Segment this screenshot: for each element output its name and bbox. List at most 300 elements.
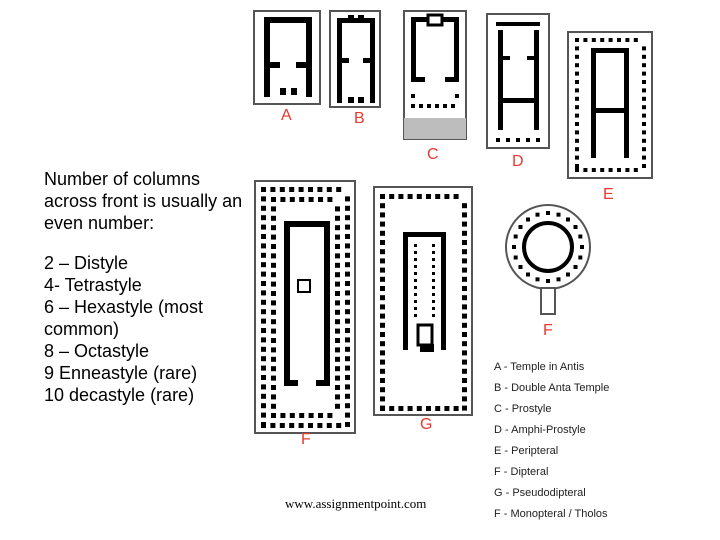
column-dot (414, 272, 417, 275)
column-dot (327, 423, 332, 428)
column-dot (642, 55, 646, 59)
column-dot (261, 262, 266, 267)
column-dot (634, 168, 638, 172)
column-dot (592, 168, 596, 172)
legend-entry: A - Temple in Antis (494, 361, 585, 373)
column-dot (380, 406, 385, 411)
column-dot (575, 139, 579, 143)
column-dot (336, 187, 341, 192)
column-dot (642, 88, 646, 92)
column-dot (380, 203, 385, 208)
column-dot (414, 258, 417, 261)
plan-e-peripteral (568, 32, 652, 178)
column-dot (380, 323, 385, 328)
column-dot (345, 403, 350, 408)
column-dot (462, 240, 467, 245)
column-dot (380, 194, 385, 199)
column-dot (462, 203, 467, 208)
plan-f-dipteral (255, 181, 355, 433)
column-dot (345, 300, 350, 305)
column-dot (432, 307, 435, 310)
column-dot (335, 385, 340, 390)
plan-legend (494, 357, 609, 525)
column-dot (345, 234, 350, 239)
column-dot (280, 197, 285, 202)
column-dot (566, 273, 570, 277)
column-dot (462, 350, 467, 355)
column-dot (318, 197, 323, 202)
plan-label-f-dipteral: F (301, 431, 311, 448)
column-dot (642, 139, 646, 143)
column-dot (546, 279, 550, 283)
column-dot (271, 263, 276, 268)
column-dot (408, 406, 413, 411)
column-dot (432, 300, 435, 303)
column-dot (271, 385, 276, 390)
column-dot (432, 258, 435, 261)
column-dot (575, 168, 579, 172)
column-dot (642, 164, 646, 168)
column-dot (271, 282, 276, 287)
column-dot (335, 291, 340, 296)
plan-label-a: A (281, 107, 292, 124)
column-dot (380, 240, 385, 245)
column-dot (583, 38, 587, 42)
column-dot (261, 347, 266, 352)
column-dot (271, 253, 276, 258)
column-dot (575, 156, 579, 160)
column-dot (335, 253, 340, 258)
column-dot (335, 310, 340, 315)
column-dot (345, 366, 350, 371)
column-dot (414, 244, 417, 247)
column-dot (417, 406, 422, 411)
column-dot (345, 243, 350, 248)
column-dot (290, 197, 295, 202)
column-dot (261, 403, 266, 408)
column-dot (432, 314, 435, 317)
column-dot (557, 213, 561, 217)
column-dot (398, 406, 403, 411)
column-dot (271, 394, 276, 399)
column-dot (518, 265, 522, 269)
column-dot (625, 168, 629, 172)
column-dot (380, 332, 385, 337)
column-dot (574, 265, 578, 269)
column-dot (575, 72, 579, 76)
column-dot (380, 369, 385, 374)
column-dot (642, 105, 646, 109)
column-dot (317, 423, 322, 428)
plan-a-temple-in-antis (254, 11, 320, 104)
column-dot (557, 277, 561, 281)
intro-text: Number of columns across front is usually an even number: (44, 169, 243, 233)
column-dot (444, 194, 449, 199)
column-dot (389, 406, 394, 411)
column-dot (345, 206, 350, 211)
column-dot (271, 347, 276, 352)
column-dot (271, 235, 276, 240)
column-dot (261, 243, 266, 248)
column-dot (261, 309, 266, 314)
column-dot (271, 300, 276, 305)
column-dot (462, 258, 467, 263)
column-dot (575, 63, 579, 67)
column-dot (327, 187, 332, 192)
column-dot (575, 164, 579, 168)
plan-c-prostyle (404, 11, 466, 139)
column-dot (280, 413, 285, 418)
column-dot (261, 328, 266, 333)
column-dot (426, 194, 431, 199)
column-dot (575, 147, 579, 151)
column-dot (380, 222, 385, 227)
column-dot (462, 341, 467, 346)
column-dot (462, 332, 467, 337)
column-dot (271, 376, 276, 381)
column-dot (642, 72, 646, 76)
column-dot (335, 366, 340, 371)
column-dot (432, 272, 435, 275)
column-dot (299, 413, 304, 418)
column-dot (432, 251, 435, 254)
column-dot (535, 277, 539, 281)
column-dot (261, 225, 266, 230)
column-dot (271, 357, 276, 362)
column-dot (280, 423, 285, 428)
column-dot (526, 217, 530, 221)
column-dot (271, 319, 276, 324)
column-dot (642, 80, 646, 84)
column-dot (345, 272, 350, 277)
column-dot (335, 235, 340, 240)
column-dot (335, 263, 340, 268)
column-dot (462, 406, 467, 411)
column-dot (380, 396, 385, 401)
plan-f-tholos (506, 205, 590, 314)
column-dot (345, 290, 350, 295)
column-dot (566, 217, 570, 221)
list-item: 2 – Distyle (44, 253, 129, 273)
column-dot (261, 375, 266, 380)
column-dot (345, 422, 350, 427)
column-dot (642, 156, 646, 160)
column-dot (600, 38, 604, 42)
column-dot (380, 268, 385, 273)
column-dot (426, 406, 431, 411)
column-dot (261, 337, 266, 342)
column-dot (345, 356, 350, 361)
plan-label-d: D (512, 153, 524, 170)
plan-label-e: E (603, 186, 614, 203)
column-dot (270, 423, 275, 428)
column-dot (462, 268, 467, 273)
column-dot (345, 375, 350, 380)
column-dot (309, 413, 314, 418)
column-dot (432, 279, 435, 282)
column-dot (414, 279, 417, 282)
column-dot (380, 212, 385, 217)
column-dot (271, 310, 276, 315)
column-dot (261, 253, 266, 258)
column-dot (634, 38, 638, 42)
column-dot (578, 256, 582, 260)
column-dot (261, 319, 266, 324)
column-dot (414, 307, 417, 310)
column-dot (642, 63, 646, 67)
column-dot (642, 130, 646, 134)
column-dot (462, 286, 467, 291)
column-dot (462, 212, 467, 217)
column-dot (432, 265, 435, 268)
column-dot (642, 46, 646, 50)
column-dot (345, 337, 350, 342)
column-dot (575, 105, 579, 109)
legend-entry: F - Dipteral (494, 466, 549, 478)
list-item: 6 – Hexastyle (most common) (44, 297, 204, 339)
column-dot (335, 272, 340, 277)
column-dot (345, 328, 350, 333)
column-dot (617, 168, 621, 172)
column-dot (261, 234, 266, 239)
column-dot (261, 384, 266, 389)
legend-entry: G - Pseudodipteral (494, 487, 586, 499)
column-dot (398, 194, 403, 199)
column-dot (414, 293, 417, 296)
column-dot (518, 225, 522, 229)
plan-b-double-anta (330, 11, 380, 107)
column-dot (261, 366, 266, 371)
column-dot (462, 249, 467, 254)
column-dot (380, 341, 385, 346)
column-dot (575, 55, 579, 59)
legend-entry: F - Monopteral / Tholos (494, 508, 608, 520)
column-dot (389, 194, 394, 199)
column-dot (609, 38, 613, 42)
column-dot (309, 197, 314, 202)
source-credit: www.assignmentpoint.com (285, 496, 427, 511)
column-dot (575, 130, 579, 134)
column-dot (261, 196, 266, 201)
column-dot (575, 97, 579, 101)
column-dot (432, 286, 435, 289)
column-dot (271, 216, 276, 221)
column-dot (261, 215, 266, 220)
column-dot (642, 122, 646, 126)
column-dot (380, 277, 385, 282)
column-dot (408, 194, 413, 199)
column-dot (462, 387, 467, 392)
column-dot (380, 378, 385, 383)
column-dot (318, 413, 323, 418)
column-dot (308, 423, 313, 428)
column-dot (261, 356, 266, 361)
column-dot (462, 295, 467, 300)
column-dot (462, 360, 467, 365)
column-dot (261, 394, 266, 399)
column-count-description (44, 168, 244, 406)
column-dot (414, 265, 417, 268)
column-dot (345, 225, 350, 230)
column-dot (335, 225, 340, 230)
column-dot (575, 80, 579, 84)
column-dot (512, 245, 516, 249)
column-dot (335, 300, 340, 305)
column-dot (462, 231, 467, 236)
column-dot (380, 314, 385, 319)
column-dot (271, 338, 276, 343)
column-dot (335, 347, 340, 352)
column-dot (625, 38, 629, 42)
column-dot (261, 422, 266, 427)
column-dot (261, 290, 266, 295)
column-dot (327, 413, 332, 418)
column-dot (336, 423, 341, 428)
column-dot (414, 286, 417, 289)
column-dot (583, 168, 587, 172)
column-dot (271, 272, 276, 277)
column-dot (454, 406, 459, 411)
column-dot (271, 413, 276, 418)
column-dot (335, 216, 340, 221)
column-dot (575, 38, 579, 42)
column-dot (578, 234, 582, 238)
plan-label-b: B (354, 110, 365, 127)
column-dot (308, 187, 313, 192)
plan-label-c: C (427, 146, 439, 163)
column-dot (327, 197, 332, 202)
column-dot (289, 187, 294, 192)
column-dot (345, 281, 350, 286)
column-dot (299, 197, 304, 202)
plan-g-pseudodipteral (374, 187, 472, 415)
column-dot (592, 38, 596, 42)
column-dot (345, 215, 350, 220)
column-dot (335, 329, 340, 334)
column-dot (444, 406, 449, 411)
column-dot (345, 253, 350, 258)
column-dot (271, 244, 276, 249)
column-dot (380, 360, 385, 365)
column-dot (335, 357, 340, 362)
column-dot (270, 187, 275, 192)
column-dot (335, 206, 340, 211)
column-dot (575, 122, 579, 126)
column-dot (526, 273, 530, 277)
column-dot (432, 244, 435, 247)
column-dot (414, 251, 417, 254)
column-dot (380, 286, 385, 291)
column-dot (271, 404, 276, 409)
column-dot (345, 413, 350, 418)
legend-entry: B - Double Anta Temple (494, 382, 610, 394)
column-dot (299, 187, 304, 192)
column-dot (271, 329, 276, 334)
column-dot (380, 387, 385, 392)
column-dot (535, 213, 539, 217)
column-dot (575, 114, 579, 118)
column-dot (271, 291, 276, 296)
column-dot (432, 293, 435, 296)
column-dot (575, 88, 579, 92)
column-dot (580, 245, 584, 249)
column-dot (380, 249, 385, 254)
column-dot (261, 206, 266, 211)
list-item: 4- Tetrastyle (44, 275, 142, 295)
column-dot (514, 256, 518, 260)
column-dot (261, 281, 266, 286)
list-item: 9 Enneastyle (rare) (44, 363, 198, 383)
column-dot (380, 350, 385, 355)
column-dot (454, 194, 459, 199)
column-dot (514, 234, 518, 238)
column-dot (271, 206, 276, 211)
column-dot (271, 225, 276, 230)
column-dot (280, 187, 285, 192)
column-dot (462, 304, 467, 309)
column-dot (462, 277, 467, 282)
plan-label-g: G (420, 416, 433, 433)
column-dot (317, 187, 322, 192)
plan-label-f-tholos: F (543, 322, 553, 339)
column-dot (462, 369, 467, 374)
column-dot (335, 376, 340, 381)
column-dot (261, 413, 266, 418)
column-dot (345, 309, 350, 314)
column-dot (289, 423, 294, 428)
list-item: 10 decastyle (rare) (44, 385, 195, 405)
column-dot (462, 378, 467, 383)
column-dot (380, 295, 385, 300)
legend-entry: C - Prostyle (494, 403, 552, 415)
column-dot (600, 168, 604, 172)
column-dot (290, 413, 295, 418)
column-dot (335, 244, 340, 249)
column-dot (435, 194, 440, 199)
column-dot (345, 384, 350, 389)
column-dot (380, 231, 385, 236)
column-dot (299, 423, 304, 428)
legend-entry: D - Amphi-Prostyle (494, 424, 586, 436)
column-dot (335, 319, 340, 324)
column-dot (462, 222, 467, 227)
column-dot (435, 406, 440, 411)
column-dot (546, 211, 550, 215)
column-dot (380, 258, 385, 263)
column-dot (261, 300, 266, 305)
column-dot (414, 314, 417, 317)
column-dot (345, 319, 350, 324)
column-dot (617, 38, 621, 42)
column-dot (609, 168, 613, 172)
column-dot (642, 97, 646, 101)
column-dot (261, 187, 266, 192)
column-dot (642, 114, 646, 118)
legend-entry: E - Peripteral (494, 445, 559, 457)
column-dot (345, 196, 350, 201)
plan-d-amphi-prostyle (487, 14, 549, 148)
column-dot (335, 404, 340, 409)
column-dot (345, 347, 350, 352)
column-dot (271, 366, 276, 371)
column-dot (574, 225, 578, 229)
list-item: 8 – Octastyle (44, 341, 150, 361)
column-dot (462, 314, 467, 319)
column-dot (335, 282, 340, 287)
column-dot (414, 300, 417, 303)
column-dot (462, 323, 467, 328)
column-dot (345, 262, 350, 267)
